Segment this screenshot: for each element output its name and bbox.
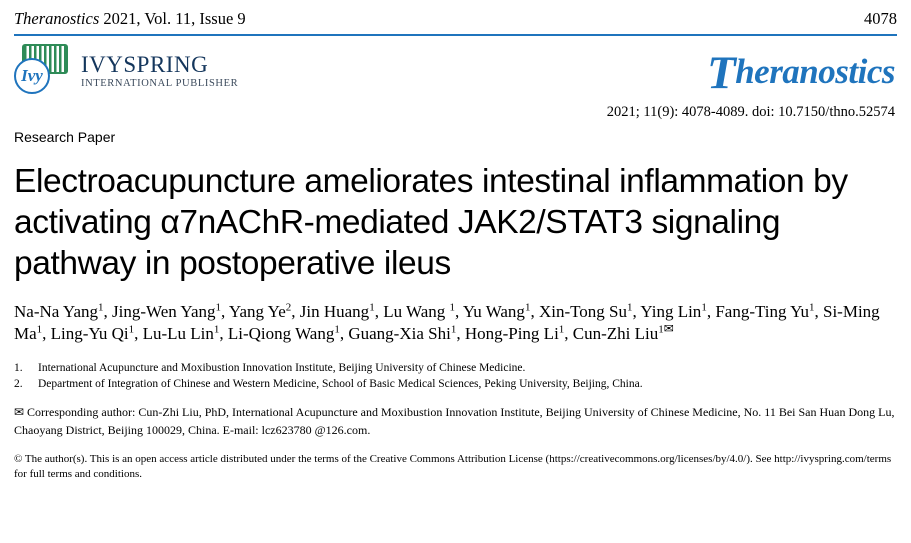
publisher-tagline: INTERNATIONAL PUBLISHER [81, 78, 239, 90]
ivyspring-mark-icon [14, 44, 72, 94]
page-title: Electroacupuncture ameliorates intestinal inflammation by activating α7nAChR-mediated JAK2/STAT3 signaling pathway in postoperative ileus [14, 163, 848, 283]
affiliation-number: 2. [14, 378, 23, 391]
ivy-circle-icon [14, 58, 50, 94]
header-divider [14, 34, 897, 36]
running-head [14, 0, 897, 29]
journal-logo [706, 44, 897, 99]
author-list: Na-Na Yang$^1$, Jing-Wen Yang$^1$, Yang Ye$^2$, Jin Huang$^1$, Lu Wang $^1$, Yu Wang$^1$, Xin-Tong Su$^1$, Ying Lin$^1$, Fang-Ting Yu$^1$, Si-Ming Ma$^1$, Ling-Yu Qi$^1$, Lu-Lu Lin$^1$, Li-Qiong Wang$^1$, Guang-Xia Shi$^1$, Hong-Ping Li$^1$, Cun-Zhi Liu$^{1✉}$ [14, 300, 880, 344]
ivy-mark-letters: Ivy [21, 66, 43, 85]
logo-row [14, 44, 897, 102]
journal-logo-initial: T [706, 47, 736, 99]
affiliation-text: Department of Integration of Chinese and Western Medicine, School of Basic Medical Sciences, Peking University, Beijing, China. [38, 378, 643, 391]
corresponding-author-icon: ✉ [663, 321, 674, 336]
affiliation-text: International Acupuncture and Moxibustion Innovation Institute, Beijing University of Chinese Medicine. [38, 361, 526, 374]
publisher-name-block [81, 49, 238, 89]
running-head-journal: Theranostics [14, 9, 100, 28]
list-item [14, 360, 897, 376]
journal-logo-text: heranostics [735, 52, 895, 91]
list-item [14, 376, 897, 392]
citation-line: 2021; 11(9): 4078-4089. doi: 10.7150/thno.52574 [606, 104, 895, 120]
running-head-left [14, 9, 246, 29]
publisher-name: IVYSPRING [81, 51, 209, 77]
running-head-issue: 2021, Vol. 11, Issue 9 [99, 9, 246, 28]
page-number: 4078 [864, 9, 897, 28]
publisher-logo [14, 44, 238, 94]
copyright-note: © The author(s). This is an open access article distributed under the terms of the Creative Commons Attribution License (https://creativecommons.org/licenses/by/4.0/). See http://ivyspring.com/terms for full terms and conditions. [14, 452, 892, 481]
affiliation-number: 1. [14, 361, 23, 374]
affiliation-list [14, 360, 897, 393]
article-type-label: Research Paper [14, 129, 116, 145]
corresponding-author-note: ✉ Corresponding author: Cun-Zhi Liu, PhD, International Acupuncture and Moxibustion Innovation Institute, Beijing University of Chinese Medicine, No. 11 Bei San Huan Dong Lu, Chaoyang District, Beijing 100029, China. E-mail: lcz623780 @126.com. [14, 405, 895, 437]
